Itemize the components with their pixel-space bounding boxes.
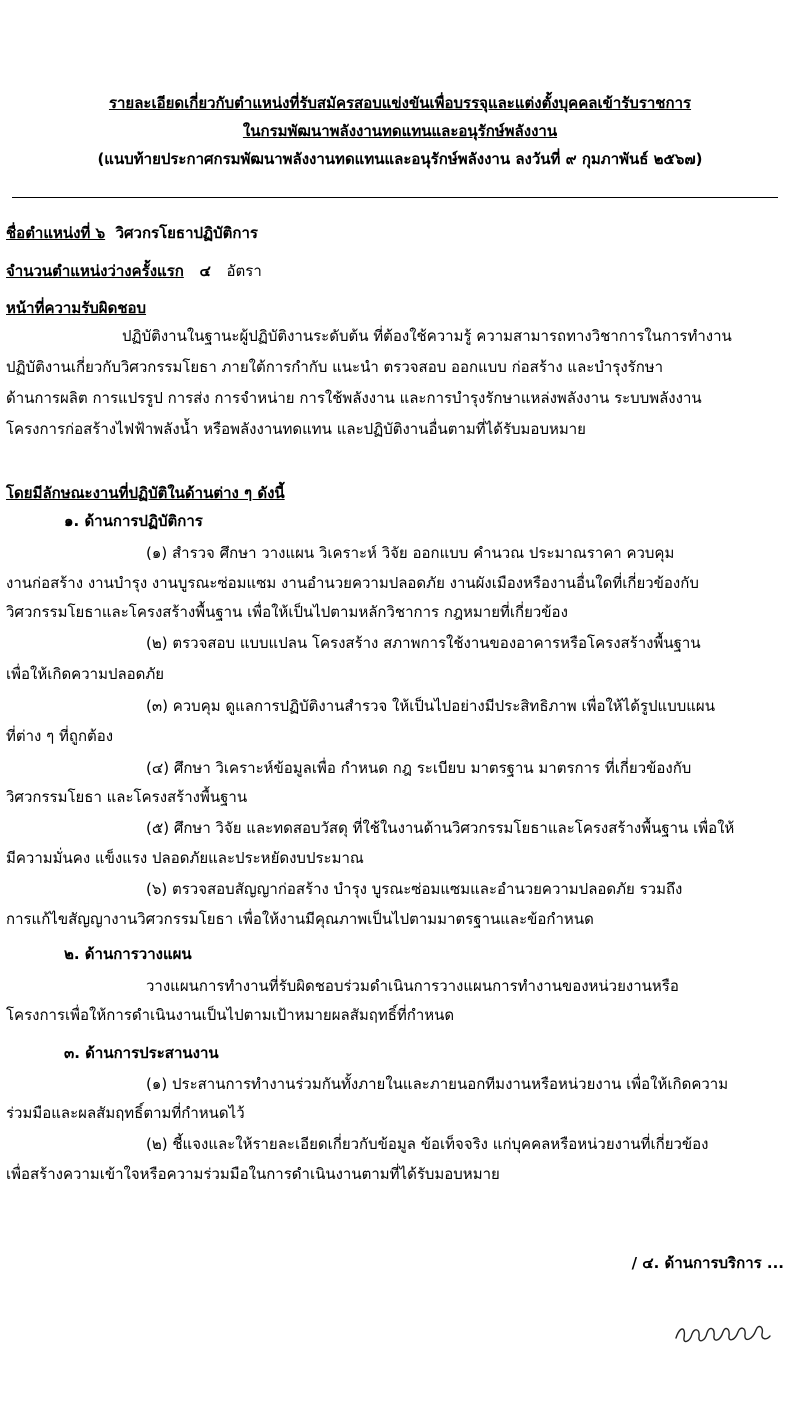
section1-line: เพื่อให้เกิดความปลอดภัย bbox=[6, 665, 165, 683]
section1-line: วิศวกรรมโยธาและโครงสร้างพื้นฐาน เพื่อให้เป็นไปตามหลักวิชาการ กฎหมายที่เกี่ยวข้อง bbox=[6, 603, 568, 621]
section1-line: ที่ต่าง ๆ ที่ถูกต้อง bbox=[6, 727, 114, 745]
vacancy-number: ๔ bbox=[199, 262, 211, 280]
duties-line: โครงการก่อสร้างไฟฟ้าพลังน้ำ หรือพลังงานทดแทน และปฏิบัติงานอื่นตามที่ได้รับมอบหมาย bbox=[6, 420, 586, 438]
section-title-operations: ๑. ด้านการปฏิบัติการ bbox=[64, 512, 203, 530]
section3-line: (๑) ประสานการทำงานร่วมกันทั้งภายในและภายนอกทีมงานหรือหน่วยงาน เพื่อให้เกิดความ bbox=[146, 1075, 729, 1093]
document-title-line2: ในกรมพัฒนาพลังงานทดแทนและอนุรักษ์พลังงาน bbox=[242, 122, 558, 140]
vacancy-count bbox=[6, 260, 262, 282]
section1-line: (๔) ศึกษา วิเคราะห์ข้อมูลเพื่อ กำหนด กฎ ระเบียบ มาตรฐาน มาตรการ ที่เกี่ยวข้องกับ bbox=[146, 759, 692, 777]
position-name-value: วิศวกรโยธาปฏิบัติการ bbox=[115, 224, 258, 242]
signature-mark bbox=[672, 1318, 772, 1348]
section-title-planning: ๒. ด้านการวางแผน bbox=[64, 945, 192, 963]
duties-line: ด้านการผลิต การแปรรูป การส่ง การจำหน่าย การใช้พลังงาน และการบำรุงรักษาแหล่งพลังงาน ระบบพลังงาน bbox=[6, 389, 702, 407]
position-name-label: ชื่อตำแหน่งที่ ๖ bbox=[6, 224, 106, 242]
section-title-coordination: ๓. ด้านการประสานงาน bbox=[64, 1044, 219, 1062]
duties-heading: หน้าที่ความรับผิดชอบ bbox=[6, 299, 147, 317]
section1-line: การแก้ไขสัญญางานวิศวกรรมโยธา เพื่อให้งานมีคุณภาพเป็นไปตามมาตรฐานและข้อกำหนด bbox=[6, 910, 594, 928]
position-name bbox=[6, 222, 258, 244]
section1-line: (๓) ควบคุม ดูแลการปฏิบัติงานสำรวจ ให้เป็นไปอย่างมีประสิทธิภาพ เพื่อให้ได้รูปแบบแผน bbox=[146, 697, 715, 715]
document-title-line1: รายละเอียดเกี่ยวกับตำแหน่งที่รับสมัครสอบแข่งขันเพื่อบรรจุและแต่งตั้งบุคคลเข้ารับราชการ bbox=[108, 94, 692, 112]
section1-line: (๒) ตรวจสอบ แบบแปลน โครงสร้าง สภาพการใช้งานของอาคารหรือโครงสร้างพื้นฐาน bbox=[146, 634, 701, 652]
section1-line: (๕) ศึกษา วิจัย และทดสอบวัสดุ ที่ใช้ในงานด้านวิศวกรรมโยธาและโครงสร้างพื้นฐาน เพื่อให้ bbox=[146, 819, 735, 837]
section1-line: (๖) ตรวจสอบสัญญาก่อสร้าง บำรุง บูรณะซ่อมแซมและอำนวยความปลอดภัย รวมถึง bbox=[146, 880, 683, 898]
section1-line: งานก่อสร้าง งานบำรุง งานบูรณะซ่อมแซม งานอำนวยความปลอดภัย งานผังเมืองหรืองานอื่นใดที่เกี่ยวข้องกับ bbox=[6, 574, 699, 592]
section1-line: (๑) สำรวจ ศึกษา วางแผน วิเคราะห์ วิจัย ออกแบบ คำนวณ ประมาณราคา ควบคุม bbox=[146, 544, 675, 562]
vacancy-label: จำนวนตำแหน่งว่างครั้งแรก bbox=[6, 262, 184, 280]
characteristics-heading: โดยมีลักษณะงานที่ปฏิบัติในด้านต่าง ๆ ดังนี้ bbox=[6, 484, 285, 502]
header-separator bbox=[12, 197, 778, 198]
section1-line: มีความมั่นคง แข็งแรง ปลอดภัยและประหยัดงบประมาณ bbox=[6, 849, 364, 867]
section3-line: เพื่อสร้างความเข้าใจหรือความร่วมมือในการดำเนินงานตามที่ได้รับมอบหมาย bbox=[6, 1165, 500, 1183]
section2-line: โครงการเพื่อให้การดำเนินงานเป็นไปตามเป้าหมายผลสัมฤทธิ์ที่กำหนด bbox=[6, 1006, 455, 1024]
duties-line: ปฏิบัติงานในฐานะผู้ปฏิบัติงานระดับต้น ที่ต้องใช้ความรู้ ความสามารถทางวิชาการในการทำงาน bbox=[122, 327, 732, 345]
section2-line: วางแผนการทำงานที่รับผิดชอบร่วมดำเนินการวางแผนการทำงานของหน่วยงานหรือ bbox=[146, 977, 679, 995]
continuation-note: / ๔. ด้านการบริการ ... bbox=[631, 1254, 784, 1272]
duties-line: ปฏิบัติงานเกี่ยวกับวิศวกรรมโยธา ภายใต้การกำกับ แนะนำ ตรวจสอบ ออกแบบ ก่อสร้าง และบำรุงรักษา bbox=[6, 358, 664, 376]
section3-line: ร่วมมือและผลสัมฤทธิ์ตามที่กำหนดไว้ bbox=[6, 1104, 245, 1122]
vacancy-unit: อัตรา bbox=[226, 262, 262, 280]
document-subtitle: (แนบท้ายประกาศกรมพัฒนาพลังงานทดแทนและอนุรักษ์พลังงาน ลงวันที่ ๙ กุมภาพันธ์ ๒๕๖๗) bbox=[97, 150, 703, 168]
section1-line: วิศวกรรมโยธา และโครงสร้างพื้นฐาน bbox=[6, 788, 248, 806]
section3-line: (๒) ชี้แจงและให้รายละเอียดเกี่ยวกับข้อมูล ข้อเท็จจริง แก่บุคคลหรือหน่วยงานที่เกี่ยวข้อง bbox=[146, 1135, 709, 1153]
